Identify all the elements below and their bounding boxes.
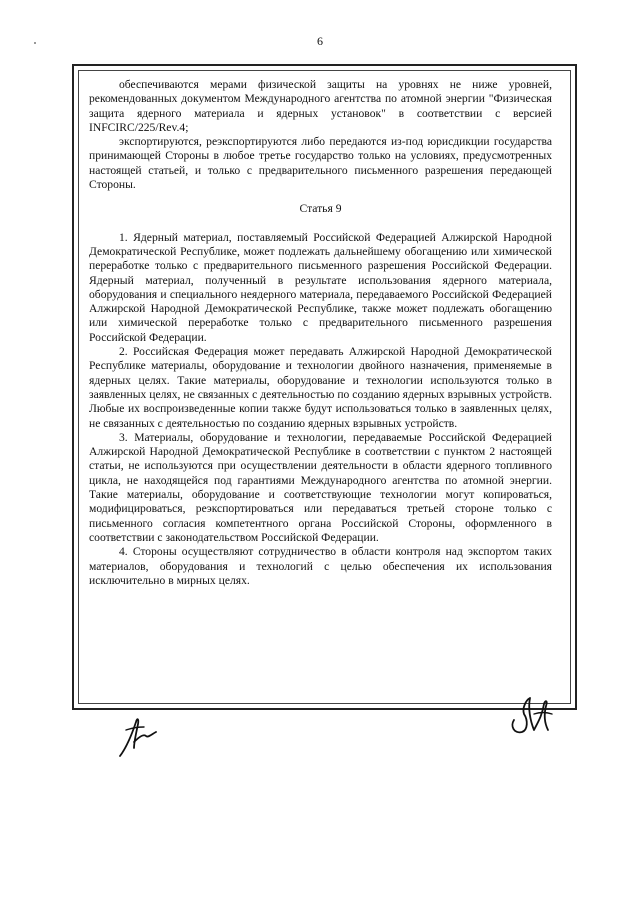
article-title: Статья 9 [299,202,342,216]
continuation-paragraph-1: обеспечиваются мерами физической защиты на уровнях не ниже уровней, рекомендованных документом Международного агентства по атомной энергии "Физическая защита ядерного материала и ядерных установок" в соответствии с версией INFCIRC/225/Rev.4; [89,78,552,134]
signature-left [112,712,172,760]
article-paragraph-2: 2. Российская Федерация может передавать Алжирской Народной Демократической Республике материалы, оборудование и технологии двойного назначения, применяемые в ядерных целях. Такие материалы, оборудование и технологии используются только в заявленных целях, не связанных с деятельностью по созданию ядерных взрывных устройств. Любые их воспроизведенные копии также будут использоваться только в заявленных целях, не связанных с деятельностью по созданию ядерных взрывных устройств. [89,345,552,430]
article-paragraph-1: 1. Ядерный материал, поставляемый Российской Федерацией Алжирской Народной Демократической Республике, может подлежать дальнейшему обогащению или химической переработке только с предварительного письменного разрешения Российской Федерации. Ядерный материал, полученный в результате использования ядерного материала, оборудования и специального неядерного материала, передаваемого Российской Федерацией Алжирской Народной Демократической Республике, также может подлежать обогащению или химической переработке только с предварительного письменного разрешения Российской Федерации. [89,230,552,344]
article-paragraph-3: 3. Материалы, оборудование и технологии, передаваемые Российской Федерацией Алжирской Народной Демократической Республике в соответствии с пунктом 2 настоящей статьи, не используются при осуществлении деятельности в области ядерного топливного цикла, не находящейся под гарантиями Международного агентства по атомной энергии. Такие материалы, оборудование и соответствующие технологии могут копироваться, модифицироваться, реэкспортироваться или передаваться третьей стороне только с письменного согласия компетентного органа Российской Стороны, оформленного в соответствии с законодательством Российской Федерации. [89,430,552,544]
document-body [89,78,552,588]
signature-right [504,690,556,738]
page-number: 6 [317,34,323,48]
article-paragraph-4: 4. Стороны осуществляют сотрудничество в области контроля над экспортом таких материалов, оборудования и технологий с целью обеспечения их использования исключительно в мирных целях. [89,545,552,587]
continuation-paragraph-2: экспортируются, реэкспортируются либо передаются из-под юрисдикции государства принимающей Стороны в любое третье государство только на условиях, предусмотренных настоящей статьей, и только с предварительного письменного разрешения передающей Стороны. [89,135,552,192]
